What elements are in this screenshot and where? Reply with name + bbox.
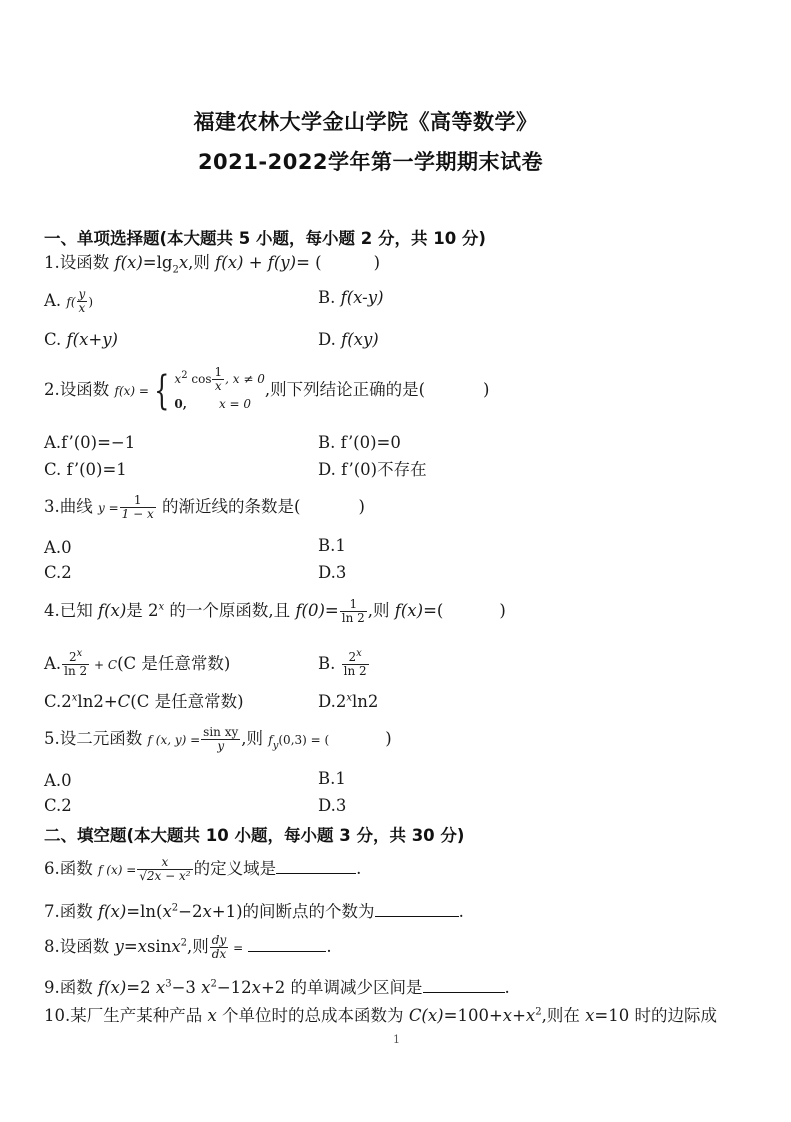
q2-option-b: B. f’(0)=0: [318, 433, 401, 452]
q2-option-d: D. f’(0)不存在: [318, 460, 427, 479]
question-5: 5.设二元函数 f (x, y) = $\frac{\text{sin xy}}{y}$ ,则 $f_y(0,3)$ = ( ): [44, 725, 392, 753]
page-number: 1: [393, 1033, 400, 1046]
question-4: 4.已知 f(x)是 2$^x$ 的一个原函数,且 f(0)= $\frac{1}{\ln 2}$ ,则 f(x)=( ): [44, 597, 506, 625]
q3-option-b: B.1: [318, 536, 346, 555]
q4-option-b: B. $\frac{2^x}{\ln 2}$: [318, 648, 367, 678]
q4-option-a: A. $\frac{2^x}{\ln 2}$ + C(C 是任意常数): [44, 648, 231, 678]
q5-option-b: B.1: [318, 769, 346, 788]
exam-title-line2: 2021-2022学年第一学期期末试卷: [197, 150, 544, 174]
section-heading-multiple-choice: 一、单项选择题(本大题共 5 小题，每小题 2 分，共 10 分): [44, 229, 486, 248]
q4-option-c: $C.2^x\ln 2+C(C$ 是任意常数): [44, 692, 244, 711]
q3-option-d: D.3: [318, 563, 347, 582]
question-6: 6.函数 f (x) = $\frac{x}{\text{√2x − x²}}$ 的定义域是 .: [44, 855, 362, 883]
exam-title-line1: 福建农林大学金山学院《高等数学》: [193, 110, 538, 134]
answer-blank[interactable]: [276, 873, 356, 874]
answer-blank[interactable]: [248, 951, 326, 952]
q5-option-a: A.0: [44, 771, 72, 790]
q1-option-c: C. f(x+y): [44, 330, 118, 349]
q3-option-a: A.0: [44, 538, 72, 557]
q5-option-d: D.3: [318, 796, 347, 815]
question-8: 8.设函数 y=xsinx$^2$,则 $\frac{dy}{dx}$ = .: [44, 933, 332, 961]
piecewise-definition: $x^2$ cos $\frac{1}{x}$ , x ≠ 0 0, x = 0: [174, 365, 265, 411]
answer-blank[interactable]: [423, 992, 505, 993]
q4-option-d: D.2$^x$ln2: [318, 692, 379, 711]
answer-blank[interactable]: [375, 916, 459, 917]
question-10: 10.某厂生产某种产品 x 个单位时的总成本函数为 $C(x)=100+x+x^2$,则在 x=10 时的边际成: [44, 1006, 717, 1025]
question-3: 3.曲线 y = $\frac{1}{1 - x}$ 的渐近线的条数是( ): [44, 493, 365, 521]
question-1: 1.设函数 $f(x)=\lg_2x$,则 f(x) + f(y)= ( ): [44, 253, 381, 276]
q1-option-b: B. f(x-y): [318, 288, 384, 307]
q2-option-c: C. f’(0)=1: [44, 460, 127, 479]
question-2: 2.设函数 f(x) = { $x^2$ cos $\frac{1}{x}$ , x ≠ 0 0, x = 0 ,则下列结论正确的是( ): [44, 365, 490, 414]
question-9: 9.函数 f(x)=2 $x^3-3$ $x^2-12x+2$ 的单调减少区间是 .: [44, 978, 510, 997]
q5-option-c: C.2: [44, 796, 72, 815]
question-7: 7.函数 $f(x)=\ln(x^2-2x+1)$的间断点的个数为 .: [44, 902, 464, 921]
section-heading-fill-in: 二、填空题(本大题共 10 小题，每小题 3 分，共 30 分): [44, 826, 465, 845]
q3-option-c: C.2: [44, 563, 72, 582]
q1-option-a: A. f( $\frac{y}{x}$ ): [44, 287, 93, 315]
q1-option-d: D. f(xy): [318, 330, 379, 349]
q2-option-a: A.f’(0)=−1: [44, 433, 136, 452]
